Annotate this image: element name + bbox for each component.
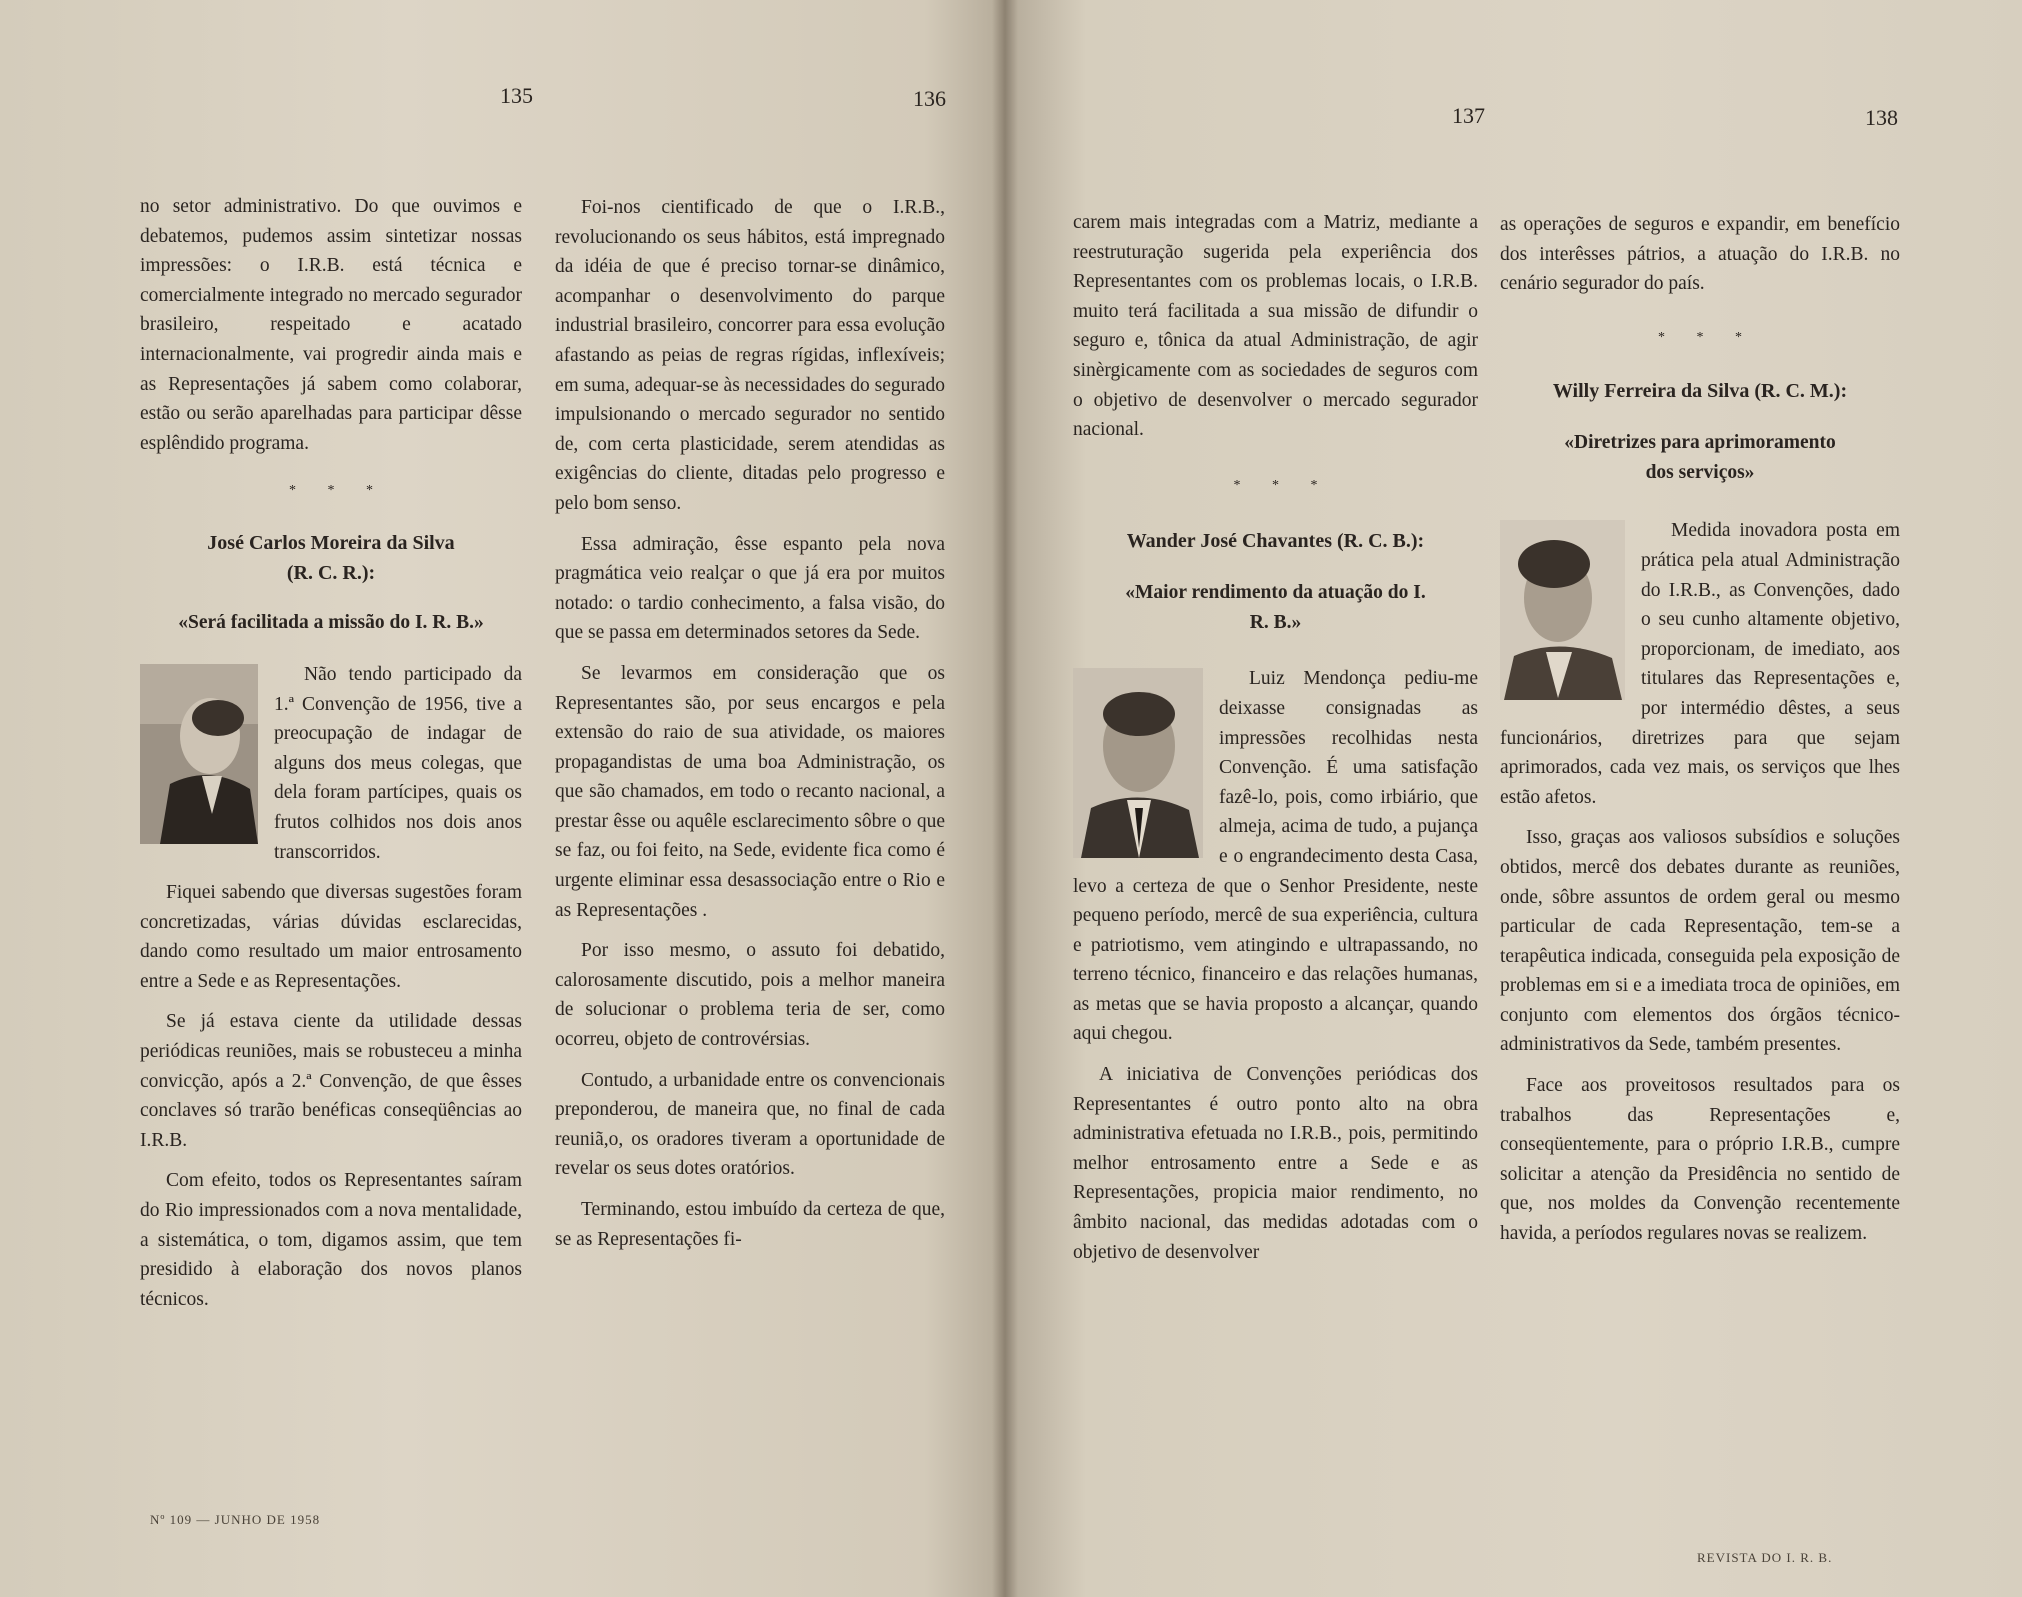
author-name (140, 528, 522, 588)
portrait-image (1500, 520, 1625, 700)
right-page (1005, 0, 2022, 1597)
magazine-footer: REVISTA DO I. R. B. (1697, 1550, 1833, 1565)
page-137-column (1073, 208, 1478, 1278)
article-title-line: «Diretrizes para aprimoramento (1564, 432, 1836, 454)
paragraph: as operações de seguros e expandir, em benefício dos interêsses pátrios, a atuação do I.R.B. no cenário segurador do país. (1500, 214, 1900, 295)
paragraph: Essa admiração, êsse espanto pela nova pragmática veio realçar o que já era por muitos notado: o tardio conhecimento, a falsa visão, do que se passa em determinados setores da Sede. (555, 533, 945, 644)
author-photo (140, 664, 258, 844)
page-136-column (555, 193, 945, 1265)
paragraph: no setor administrativo. Do que ouvimos e debatemos, pudemos assim sintetizar nossas impressões: o I.R.B. está técnica e comercialmente integrado no mercado segurador brasileiro, respeitado e acatado internacionalmente, vai progredir ainda mais e as Representações já sabem como colaborar, estão ou serão aparelhadas para participar dêsse esplêndido programa. (140, 196, 522, 454)
paragraph: Se levarmos em consideração que os Representantes são, por seus encargos e pela extensão do raio de sua atividade, os maiores propagandistas de uma boa Administração, os que são chamados, em todo o recanto nacional, a prestar êsse ou aquêle esclarecimento sôbre o que se faz, ou foi feito, na Sede, evidente fica como é urgente eliminar essa desassociação entre o Rio e as Representações . (555, 662, 945, 921)
article-title-line: dos serviços» (1645, 462, 1755, 484)
paragraph: Terminando, estou imbuído da certeza de que, se as Representações fi- (555, 1199, 945, 1250)
author-name: Wander José Chavantes (R. C. B.): (1126, 530, 1425, 553)
author-name-line: (R. C. R.): (286, 561, 376, 584)
section-separator: * * * (1233, 477, 1332, 493)
paragraph: Não tendo participado da 1.ª Convenção de 1956, tive a preocupação de indagar de alguns dos meus colegas, que dela foram partícipes, quais os frutos colhidos nos dois anos transcorridos. (274, 663, 522, 863)
page-number-136: 136 (913, 86, 946, 111)
paragraph: Face aos proveitosos resultados para os trabalhos das Representações e, conseqüentemente, para o próprio I.R.B., cumpre solicitar a atenção da Presidência no sentido de que, nos moldes da Convenção recentemente havida, a períodos regulares novas se realizem. (1500, 1075, 1900, 1245)
article-title: «Maior rendimento da atuação do I. R. B.» (1125, 582, 1426, 634)
page-138-column (1500, 210, 1900, 1260)
portrait-image (1073, 668, 1203, 858)
page-number-137: 137 (1452, 103, 1485, 128)
paragraph: A iniciativa de Convenções periódicas dos Representantes é outro ponto alto na obra administrativa efetuada no I.R.B., pois, permitindo melhor entrosamento entre a Sede e as Representações, propicia maior rendimento, no âmbito nacional, das medidas adotadas com o objetivo de desenvolver (1073, 1064, 1478, 1263)
author-photo (1500, 520, 1625, 700)
paragraph: Foi-nos cientificado de que o I.R.B., revolucionando os seus hábitos, está impregnado da idéia de que é preciso tornar-se dinâmico, acompanhar o desenvolvimento do parque industrial brasileiro, concorrer para essa evolução afastando as peias de regras rígidas, inflexíveis; em suma, adequar-se às necessidades do segurado impulsionando o mercado segurador no sentido de, com certa plasticidade, serem atendidas as exigências do cliente, ditadas pelo progresso e pelo bom senso. (555, 197, 946, 514)
paragraph: Com efeito, todos os Representantes saíram do Rio impressionados com a nova mentalidade, a sistemática, o tom, digamos assim, que tem presidido à elaboração dos novos planos técnicos. (140, 1170, 522, 1310)
author-name-line: José Carlos Moreira da Silva (207, 531, 455, 554)
article-title: «Será facilitada a missão do I. R. B.» (178, 611, 484, 633)
issue-footer: Nº 109 — JUNHO DE 1958 (150, 1512, 321, 1527)
portrait-image (140, 664, 258, 844)
paragraph: Luiz Mendonça pediu-me deixasse consignadas as impressões recolhidas nesta Convenção. É uma satisfação fazê-lo, pois, como irbiário, que almeja, acima de tudo, a pujança e o engrandecimento desta Casa, levo a certeza de que o Senhor Presidente, neste pequeno período, mercê de sua experiência, cultura e patriotismo, vem atingindo e ultrapassando, no terreno técnico, financeiro e das relações humanas, as metas que se havia proposto a alcançar, quando aqui chegou. (1073, 668, 1478, 1045)
left-page (0, 0, 1005, 1597)
author-name: Willy Ferreira da Silva (R. C. M.): (1552, 380, 1848, 403)
page-number-138: 138 (1865, 105, 1898, 130)
paragraph: Contudo, a urbanidade entre os convencionais preponderou, de maneira que, no final de cada reuniã,o, os oradores tiveram a oportunidade de revelar os seus dotes oratórios. (555, 1069, 945, 1180)
paragraph: Por isso mesmo, o assuto foi debatido, calorosamente discutido, pois a melhor maneira de solucionar o problema teria de ser, como ocorreu, objeto de controvérsias. (555, 940, 945, 1051)
section-separator: * * * (1658, 329, 1756, 345)
paragraph: Isso, graças aos valiosos subsídios e soluções obtidos, mercê dos debates durante as reuniões, onde, sôbre assuntos de ordem geral ou mesmo particular de cada Representação, tem-se a terapêutica indicada, conseguida pela exposição de problemas em si e a imediata troca de opiniões, em conjunto com elementos dos órgãos técnico-administrativos da Sede, também presentes. (1500, 827, 1900, 1056)
paragraph: Se já estava ciente da utilidade dessas periódicas reuniões, mais se robusteceu a minha convicção, após a 2.ª Convenção, de que êsses conclaves só trarão benéficas conseqüências ao I.R.B. (140, 1011, 522, 1151)
paragraph: Medida inovadora posta em prática pela atual Administração do I.R.B., as Convenções, dado o seu cunho altamente objetivo, proporcionam, de imediato, aos titulares das Representações e, por intermédio dêstes, a seus funcionários, diretrizes para que sejam aprimorados, cada vez mais, os serviços que lhes estão afetos. (1500, 520, 1900, 808)
paragraph: Fiquei sabendo que diversas sugestões foram concretizadas, várias dúvidas esclarecidas, dando como resultado um maior entrosamento entre a Sede e as Representações. (140, 882, 522, 992)
article-title (1500, 428, 1900, 488)
page-135-column (140, 192, 522, 1325)
author-photo (1073, 668, 1203, 858)
section-separator: * * * (289, 483, 387, 499)
page-number-135: 135 (500, 83, 533, 108)
paragraph: carem mais integradas com a Matriz, mediante a reestruturação sugerida pela experiência dos Representantes com os problemas locais, o I.R.B. muito terá facilitada a sua missão de difundir o seguro e, tônica da atual Administração, de agir sinèrgicamente com as sociedades de seguros com o objetivo de desenvolver o mercado segurador nacional. (1073, 212, 1478, 441)
book-gutter (992, 0, 1018, 1597)
